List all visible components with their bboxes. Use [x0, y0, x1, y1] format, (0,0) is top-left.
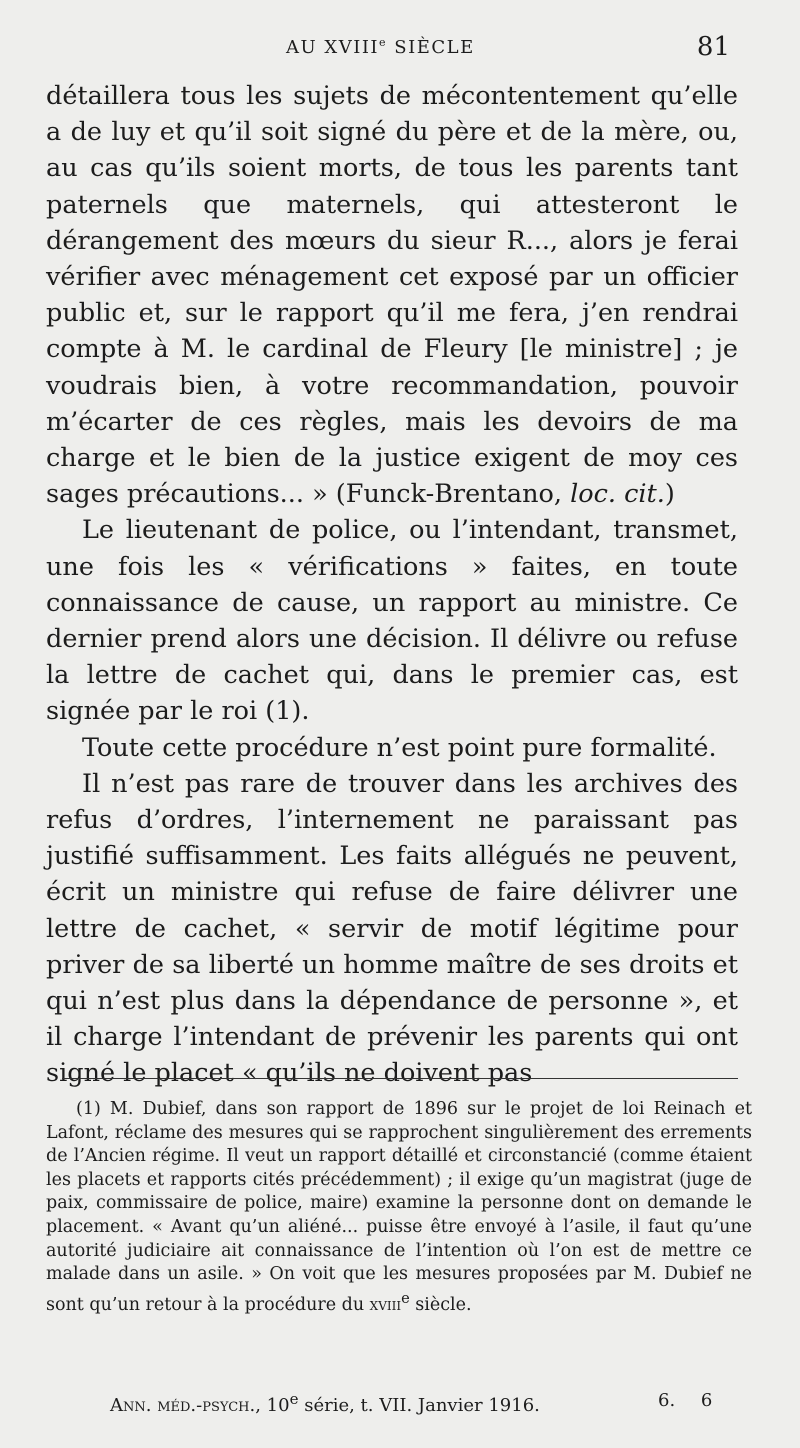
- body-paragraph: [46, 730, 738, 766]
- footnote: [46, 1098, 752, 1317]
- journal-reference: [110, 1390, 540, 1416]
- page-footer: [0, 1390, 800, 1420]
- running-header: [0, 32, 800, 72]
- footnote-1: [46, 1098, 752, 1317]
- small-caps-text: xviii: [369, 1294, 402, 1315]
- text-run: ): [664, 479, 675, 510]
- footnote-separator: [62, 1078, 738, 1079]
- small-caps-text: Ann. méd.-psych.: [110, 1395, 256, 1416]
- superscript: e: [289, 1390, 299, 1408]
- body-paragraph: [46, 512, 738, 729]
- text-run: Le lieutenant de police, ou l’intendant, transmet, une fois les « vérifications » faites, en toute connaissance de cause, un rapport au ministre. Ce dernier prend alors une décision. Il délivre ou refuse la lettre de cachet qui, dans le premier cas, est signée par le roi (1).: [46, 515, 738, 727]
- text-run: , 10: [255, 1395, 290, 1416]
- text-run: (1) M. Dubief, dans son rapport de 1896 sur le projet de loi Reinach et Lafont, réclame des mesures qui se rapprochent singulièrement des errements de l’Ancien régime. Il veut un rapport détaillé et circonstancié (comme étaient les placets et rapports cités précédemment) ; il exige qu’un magistrat (juge de paix, commissaire de police, maire) examine la personne dont on demande le placement. « Avant qu’un aliéné... puisse être envoyé à l’asile, il faut qu’une autorité judiciaire ait connaissance de l’intention où l’on est de mettre ce malade dans un asile. » On voit que les mesures proposées par M. Dubief ne sont qu’un retour à la procédure du: [46, 1099, 752, 1315]
- text-run: siècle.: [409, 1294, 472, 1315]
- body-paragraph: [46, 78, 738, 512]
- body-paragraph: [46, 766, 738, 1092]
- running-title: AU XVIIIe SIÈCLE: [286, 36, 475, 58]
- text-run: série, t. VII. Janvier 1916.: [298, 1395, 540, 1416]
- signature-mark: 6. 6: [658, 1390, 713, 1411]
- text-run: détaillera tous les sujets de mécontentement qu’elle a de luy et qu’il soit signé du père et de la mère, ou, au cas qu’ils soient morts, de tous les parents tant paternels que maternels, qui attesteront le dérangement des mœurs du sieur R..., alors je ferai vérifier avec ménagement cet exposé par un officier public et, sur le rapport qu’il me fera, j’en rendrai compte à M. le cardinal de Fleury [le ministre] ; je voudrais bien, à votre recommandation, pouvoir m’écarter de ces règles, mais les devoirs de ma charge et le bien de la justice exigent de moy ces sages précautions... » (Funck-Brentano,: [46, 81, 738, 510]
- body-text: [46, 78, 738, 1092]
- italic-citation: loc. cit.: [570, 479, 665, 510]
- text-run: Toute cette procédure n’est point pure formalité.: [82, 732, 717, 763]
- superscript: e: [401, 1289, 410, 1307]
- text-run: Il n’est pas rare de trouver dans les archives des refus d’ordres, l’internement ne paraissant pas justifié suffisamment. Les faits allégués ne peuvent, écrit un ministre qui refuse de faire délivrer une lettre de cachet, « servir de motif légitime pour priver de sa liberté un homme maître de ses droits et qui n’est plus dans la dépendance de personne », et il charge l’intendant de prévenir les parents qui ont signé le placet « qu’ils ne doivent pas: [46, 768, 738, 1089]
- page-number: 81: [696, 32, 730, 62]
